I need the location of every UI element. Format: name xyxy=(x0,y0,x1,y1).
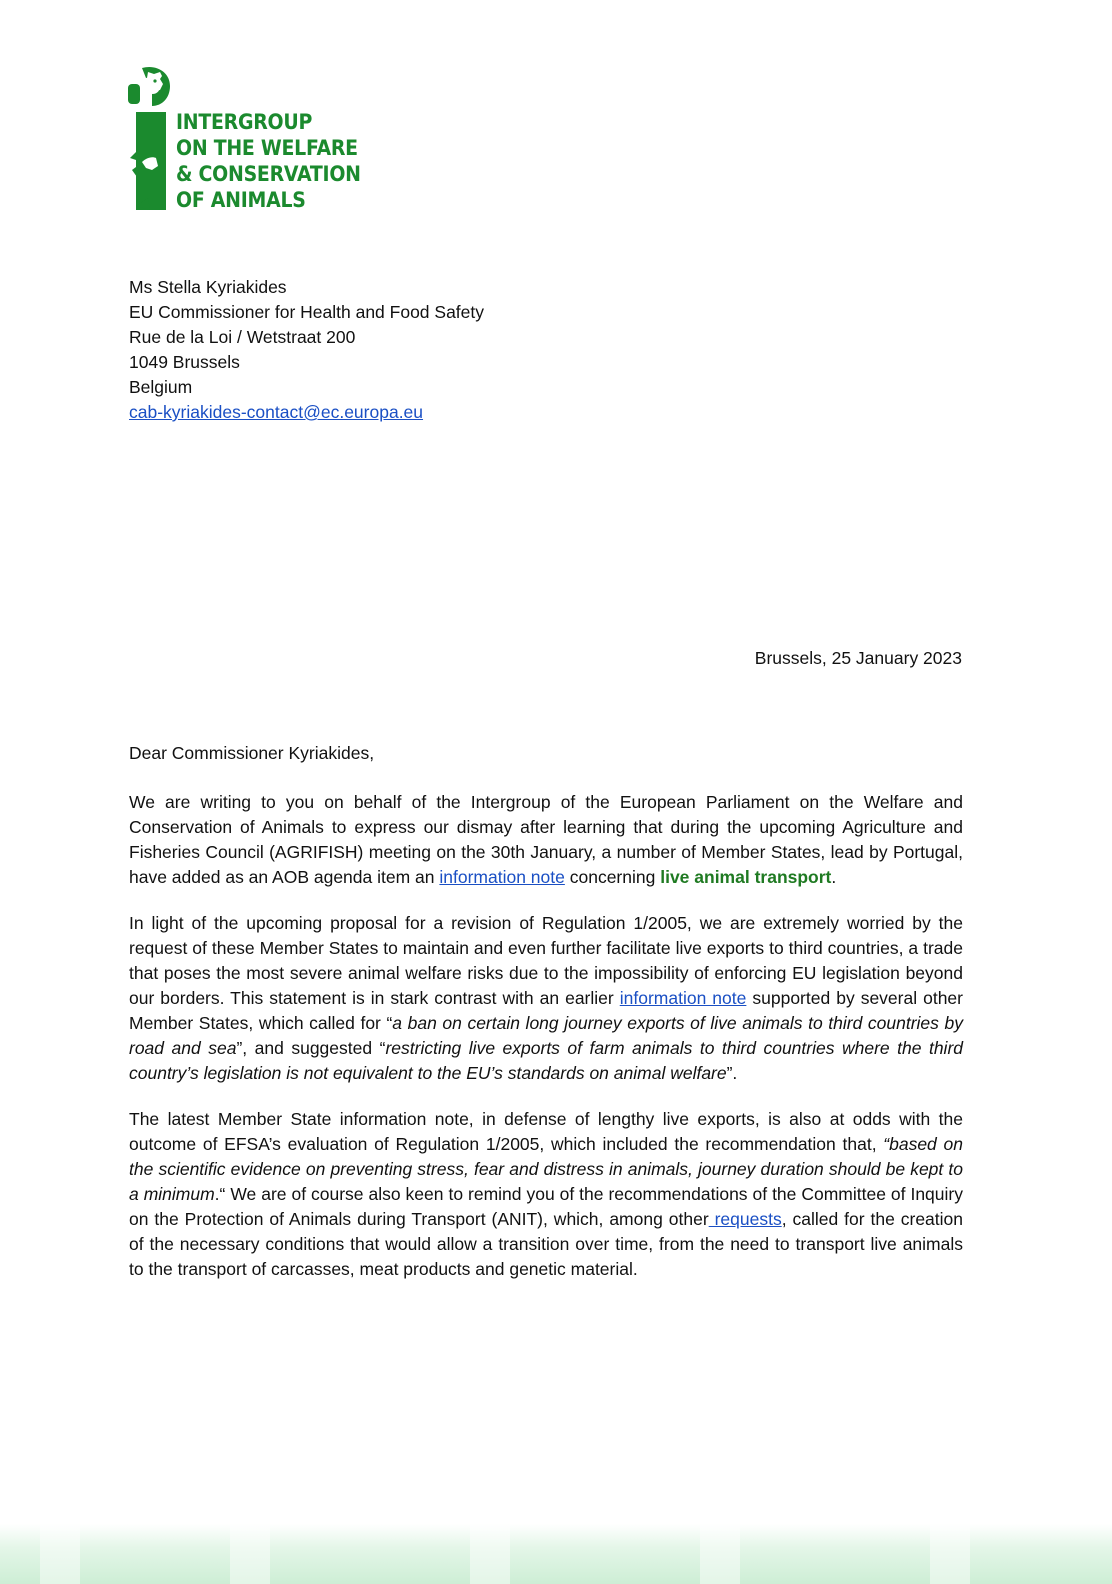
paragraph-text: . xyxy=(831,867,837,887)
logo-line: INTERGROUP xyxy=(176,110,313,135)
paragraph-text: We are writing to you on behalf of the Intergroup of the European Parliament on the Welfare and Conservation of Animals to express our dismay after learning that during the upcoming Agriculture and Fisheries Council (AGRIFISH) meeting on the 30th January, a number of Member States, lead by Portugal, have added as an AOB agenda item an xyxy=(129,792,963,887)
paragraph-text: ”, and suggested “ xyxy=(236,1038,386,1058)
logo-line: ON THE WELFARE xyxy=(176,136,358,161)
quote-ban-long-journey: a ban on certain long journey exports of live animals to third countries by road and sea xyxy=(129,1013,963,1058)
quote-restricting-exports: restricting live exports of farm animals to third countries where the third country’s legislation is not equivalent to the EU’s standards on animal welfare xyxy=(129,1038,964,1083)
recipient-country: Belgium xyxy=(129,377,193,397)
decorative-footer-band xyxy=(0,1524,1112,1584)
paragraph-text: .“ We are of course also keen to remind you of the recommendations of the Committee of Inquiry on the Protection of Animals during Transport (ANIT), which, among other xyxy=(129,1184,963,1229)
recipient-email-link[interactable]: cab-kyriakides-contact@ec.europa.eu xyxy=(129,402,424,422)
information-note-link[interactable]: information note xyxy=(439,867,565,887)
paragraph-text: supported by several other Member States, which called for “ xyxy=(129,988,963,1033)
paragraph-3 xyxy=(129,1107,963,1282)
earlier-information-note-link[interactable]: information note xyxy=(619,988,747,1008)
recipient-street: Rue de la Loi / Wetstraat 200 xyxy=(129,327,356,347)
quote-efsa-recommendation: “based on the scientific evidence on preventing stress, fear and distress in animals, journey duration should be kept to a minimum xyxy=(129,1134,963,1204)
letter-date: Brussels, 25 January 2023 xyxy=(754,648,962,668)
paragraph-text: The latest Member State information note, in defense of lengthy live exports, is also at odds with the outcome of EFSA’s evaluation of Regulation 1/2005, which included the recommendation that, xyxy=(129,1109,963,1154)
paragraph-text: ”. xyxy=(726,1063,738,1083)
intergroup-logo xyxy=(128,66,388,216)
logo-wordmark xyxy=(176,110,361,214)
paragraph-text: , called for the creation of the necessary conditions that would allow a transition over time, from the need to transport live animals to the transport of carcasses, meat products and genetic material. xyxy=(129,1209,963,1279)
letter-body xyxy=(129,790,963,1303)
recipient-title: EU Commissioner for Health and Food Safety xyxy=(129,302,485,322)
recipient-name: Ms Stella Kyriakides xyxy=(129,277,287,297)
logo-line: & CONSERVATION xyxy=(176,162,361,187)
paragraph-text: In light of the upcoming proposal for a revision of Regulation 1/2005, we are extremely worried by the request of these Member States to maintain and even further facilitate live exports to third countries, a trade that poses the most severe animal welfare risks due to the impossibility of enforcing EU legislation beyond our borders. This statement is in stark contrast with an earlier xyxy=(129,913,963,1008)
paragraph-1 xyxy=(129,790,963,890)
animal-silhouette-logo-icon xyxy=(128,66,176,212)
paragraph-2 xyxy=(129,911,963,1086)
logo-line: OF ANIMALS xyxy=(176,188,306,213)
paragraph-text: concerning xyxy=(564,867,661,887)
anit-requests-link[interactable]: requests xyxy=(708,1209,782,1229)
live-animal-transport-highlight: live animal transport xyxy=(660,867,832,887)
recipient-address xyxy=(129,275,484,425)
salutation: Dear Commissioner Kyriakides, xyxy=(129,743,375,763)
recipient-city: 1049 Brussels xyxy=(129,352,240,372)
